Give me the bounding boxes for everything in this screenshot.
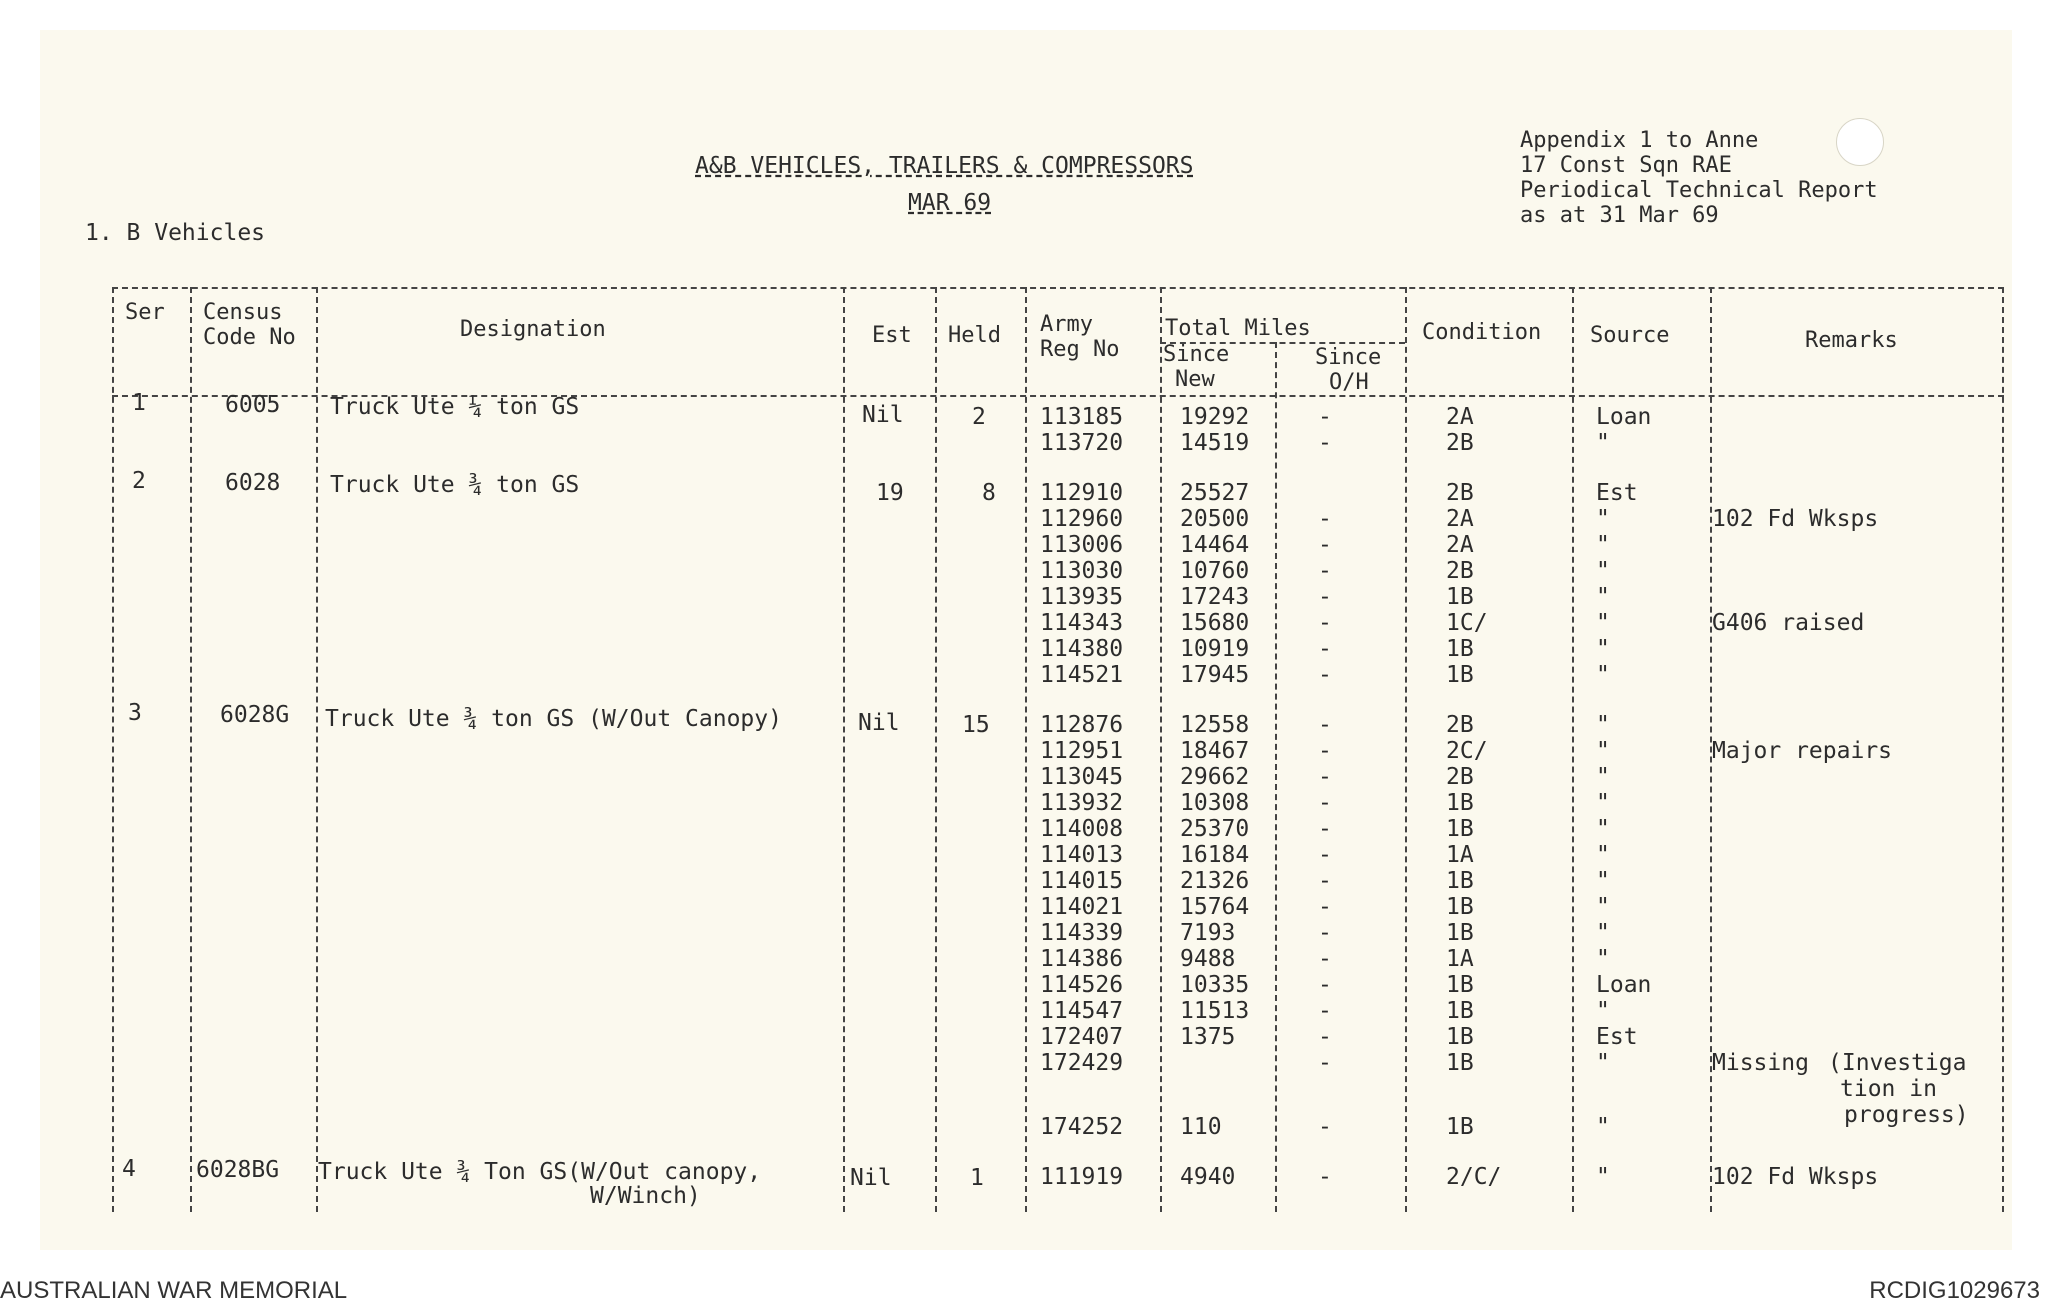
since-oh-cell: - xyxy=(1318,868,1332,894)
group-designation-line-2: W/Winch) xyxy=(590,1183,701,1209)
since-new-cell: 110 xyxy=(1180,1114,1222,1140)
source-cell: " xyxy=(1596,1164,1610,1190)
condition-cell: 2A xyxy=(1446,506,1474,532)
since-oh-cell: - xyxy=(1318,1164,1332,1190)
army-reg-cell: 114021 xyxy=(1040,894,1124,920)
source-cell: Loan xyxy=(1596,972,1652,998)
since-new-cell: 25527 xyxy=(1180,480,1250,506)
since-oh-cell: - xyxy=(1318,920,1332,946)
condition-cell: 1B xyxy=(1446,1024,1474,1050)
group-est: Nil xyxy=(858,710,900,736)
condition-cell: 1B xyxy=(1446,998,1474,1024)
appendix-line-3: Periodical Technical Report xyxy=(1520,178,1878,203)
since-new-cell: 19292 xyxy=(1180,404,1250,430)
since-oh-cell: - xyxy=(1318,636,1332,662)
condition-cell: 1A xyxy=(1446,842,1474,868)
remarks-cell: 102 Fd Wksps xyxy=(1712,506,1879,532)
appendix-line-2: 17 Const Sqn RAE xyxy=(1520,153,1732,178)
group-code: 6005 xyxy=(225,392,281,418)
source-cell: " xyxy=(1596,764,1610,790)
since-oh-cell: - xyxy=(1318,584,1332,610)
header-army-line-2: Reg No xyxy=(1040,337,1120,362)
remarks-cell: G406 raised xyxy=(1712,610,1865,636)
source-cell: " xyxy=(1596,946,1610,972)
header-designation: Designation xyxy=(460,317,606,342)
col-line xyxy=(1275,342,1277,1212)
col-line xyxy=(935,287,937,1212)
col-line xyxy=(112,287,114,1212)
group-designation-line-1: Truck Ute ¾ Ton GS(W/Out canopy, xyxy=(318,1159,762,1185)
group-code: 6028G xyxy=(220,702,290,728)
since-new-cell: 4940 xyxy=(1180,1164,1236,1190)
header-since-oh xyxy=(1315,345,1381,395)
since-new-cell: 14464 xyxy=(1180,532,1250,558)
since-oh-cell: - xyxy=(1318,790,1332,816)
condition-cell: 1B xyxy=(1446,584,1474,610)
source-cell: " xyxy=(1596,662,1610,688)
since-new-cell: 15680 xyxy=(1180,610,1250,636)
source-cell: " xyxy=(1596,1050,1610,1076)
group-held: 2 xyxy=(972,404,986,430)
header-since-oh-line-2: O/H xyxy=(1329,370,1369,395)
since-new-cell: 20500 xyxy=(1180,506,1250,532)
source-cell: " xyxy=(1596,584,1610,610)
condition-cell: 1B xyxy=(1446,1050,1474,1076)
header-source: Source xyxy=(1590,323,1670,348)
header-census-line-1: Census xyxy=(203,300,283,325)
header-army-line-1: Army xyxy=(1040,312,1093,337)
header-army-reg xyxy=(1040,312,1119,362)
table-top-border xyxy=(112,287,2004,289)
header-total-miles: Total Miles xyxy=(1165,316,1311,341)
since-oh-cell: - xyxy=(1318,1114,1332,1140)
since-new-cell: 16184 xyxy=(1180,842,1250,868)
since-new-cell: 18467 xyxy=(1180,738,1250,764)
army-reg-cell: 113030 xyxy=(1040,558,1124,584)
since-new-cell: 21326 xyxy=(1180,868,1250,894)
footer-credit: AUSTRALIAN WAR MEMORIAL xyxy=(0,1277,348,1304)
army-reg-cell: 114547 xyxy=(1040,998,1124,1024)
since-oh-cell: - xyxy=(1318,558,1332,584)
remarks-cell: Major repairs xyxy=(1712,738,1893,764)
since-new-cell: 12558 xyxy=(1180,712,1250,738)
source-cell: " xyxy=(1596,636,1610,662)
group-held: 15 xyxy=(962,712,990,738)
condition-cell: 2B xyxy=(1446,712,1474,738)
since-new-cell: 10308 xyxy=(1180,790,1250,816)
army-reg-cell: 174252 xyxy=(1040,1114,1124,1140)
source-cell: " xyxy=(1596,816,1610,842)
document-subtitle: MAR 69 xyxy=(908,190,992,216)
army-reg-cell: 112910 xyxy=(1040,480,1124,506)
since-oh-cell: - xyxy=(1318,662,1332,688)
group-ser: 3 xyxy=(128,700,142,726)
group-held: 1 xyxy=(970,1165,984,1191)
col-line xyxy=(2002,287,2004,1212)
condition-cell: 1B xyxy=(1446,1114,1474,1140)
header-ser: Ser xyxy=(125,300,165,325)
header-est: Est xyxy=(872,323,912,348)
condition-cell: 1C/ xyxy=(1446,610,1488,636)
source-cell: " xyxy=(1596,712,1610,738)
since-oh-cell: - xyxy=(1318,816,1332,842)
col-line xyxy=(1572,287,1574,1212)
army-reg-cell: 114013 xyxy=(1040,842,1124,868)
missing-note xyxy=(1828,1050,1969,1128)
col-line xyxy=(1025,287,1027,1212)
remarks-cell: Missing xyxy=(1712,1050,1809,1076)
army-reg-cell: 113935 xyxy=(1040,584,1124,610)
army-reg-cell: 114339 xyxy=(1040,920,1124,946)
since-new-cell: 29662 xyxy=(1180,764,1250,790)
header-since-new xyxy=(1163,342,1229,392)
source-cell: " xyxy=(1596,532,1610,558)
group-est: Nil xyxy=(850,1165,892,1191)
condition-cell: 2B xyxy=(1446,430,1474,456)
header-census-line-2: Code No xyxy=(203,325,296,350)
since-new-cell: 17945 xyxy=(1180,662,1250,688)
group-est: 19 xyxy=(876,480,904,506)
source-cell: " xyxy=(1596,1114,1610,1140)
since-oh-cell: - xyxy=(1318,764,1332,790)
since-oh-cell: - xyxy=(1318,894,1332,920)
header-since-oh-line-1: Since xyxy=(1315,345,1382,370)
since-oh-cell: - xyxy=(1318,712,1332,738)
army-reg-cell: 112951 xyxy=(1040,738,1124,764)
condition-cell: 2/C/ xyxy=(1446,1164,1502,1190)
condition-cell: 1A xyxy=(1446,946,1474,972)
condition-cell: 2C/ xyxy=(1446,738,1488,764)
source-cell: Est xyxy=(1596,480,1638,506)
source-cell: " xyxy=(1596,842,1610,868)
col-line xyxy=(1405,287,1407,1212)
source-cell: " xyxy=(1596,430,1610,456)
since-new-cell: 11513 xyxy=(1180,998,1250,1024)
source-cell: " xyxy=(1596,790,1610,816)
source-cell: Loan xyxy=(1596,404,1652,430)
col-line xyxy=(1160,287,1162,1212)
condition-cell: 1B xyxy=(1446,920,1474,946)
since-new-cell: 14519 xyxy=(1180,430,1250,456)
header-since-new-line-2: New xyxy=(1175,367,1215,392)
header-census xyxy=(203,300,296,350)
group-ser: 2 xyxy=(132,468,146,494)
appendix-reference xyxy=(1520,128,1878,228)
since-oh-cell: - xyxy=(1318,998,1332,1024)
since-new-cell: 9488 xyxy=(1180,946,1236,972)
source-cell: " xyxy=(1596,506,1610,532)
condition-cell: 2B xyxy=(1446,764,1474,790)
missing-note-line-3: progress) xyxy=(1844,1102,1969,1128)
since-oh-cell: - xyxy=(1318,842,1332,868)
col-line xyxy=(843,287,845,1212)
header-remarks: Remarks xyxy=(1805,328,1898,353)
since-oh-cell: - xyxy=(1318,972,1332,998)
army-reg-cell: 114521 xyxy=(1040,662,1124,688)
group-designation: Truck Ute ¾ ton GS xyxy=(330,472,580,498)
condition-cell: 2A xyxy=(1446,532,1474,558)
group-code: 6028 xyxy=(225,470,281,496)
army-reg-cell: 114015 xyxy=(1040,868,1124,894)
condition-cell: 1B xyxy=(1446,636,1474,662)
army-reg-cell: 111919 xyxy=(1040,1164,1124,1190)
since-oh-cell: - xyxy=(1318,946,1332,972)
source-cell: " xyxy=(1596,998,1610,1024)
source-cell: " xyxy=(1596,920,1610,946)
condition-cell: 2B xyxy=(1446,558,1474,584)
army-reg-cell: 114380 xyxy=(1040,636,1124,662)
source-cell: " xyxy=(1596,738,1610,764)
army-reg-cell: 114343 xyxy=(1040,610,1124,636)
since-oh-cell: - xyxy=(1318,506,1332,532)
missing-note-line-1: (Investiga xyxy=(1828,1050,1967,1076)
source-cell: " xyxy=(1596,868,1610,894)
source-cell: " xyxy=(1596,894,1610,920)
group-ser: 4 xyxy=(122,1156,136,1182)
army-reg-cell: 114386 xyxy=(1040,946,1124,972)
section-label: 1. B Vehicles xyxy=(85,220,266,246)
army-reg-cell: 112960 xyxy=(1040,506,1124,532)
army-reg-cell: 172429 xyxy=(1040,1050,1124,1076)
condition-cell: 1B xyxy=(1446,790,1474,816)
army-reg-cell: 113006 xyxy=(1040,532,1124,558)
group-code: 6028BG xyxy=(196,1157,280,1183)
army-reg-cell: 172407 xyxy=(1040,1024,1124,1050)
condition-cell: 1B xyxy=(1446,972,1474,998)
condition-cell: 2B xyxy=(1446,480,1474,506)
army-reg-cell: 114008 xyxy=(1040,816,1124,842)
footer-id: RCDIG1029673 xyxy=(1869,1277,2040,1304)
condition-cell: 1B xyxy=(1446,662,1474,688)
group-designation: Truck Ute ¼ ton GS xyxy=(330,394,580,420)
col-line xyxy=(190,287,192,1212)
group-held: 8 xyxy=(982,480,996,506)
since-new-cell: 17243 xyxy=(1180,584,1250,610)
appendix-line-4: as at 31 Mar 69 xyxy=(1520,203,1719,228)
condition-cell: 2A xyxy=(1446,404,1474,430)
army-reg-cell: 113720 xyxy=(1040,430,1124,456)
group-est: Nil xyxy=(862,402,904,428)
since-new-cell: 25370 xyxy=(1180,816,1250,842)
army-reg-cell: 113045 xyxy=(1040,764,1124,790)
header-held: Held xyxy=(948,323,1001,348)
condition-cell: 1B xyxy=(1446,816,1474,842)
appendix-line-1: Appendix 1 to Anne xyxy=(1520,128,1759,153)
document-title: A&B VEHICLES, TRAILERS & COMPRESSORS xyxy=(695,153,1194,179)
since-oh-cell: - xyxy=(1318,1024,1332,1050)
since-oh-cell: - xyxy=(1318,1050,1332,1076)
header-since-new-line-1: Since xyxy=(1163,342,1230,367)
since-new-cell: 10760 xyxy=(1180,558,1250,584)
since-new-cell: 1375 xyxy=(1180,1024,1236,1050)
remarks-cell: 102 Fd Wksps xyxy=(1712,1164,1879,1190)
header-condition: Condition xyxy=(1422,320,1542,345)
since-new-cell: 10919 xyxy=(1180,636,1250,662)
army-reg-cell: 113185 xyxy=(1040,404,1124,430)
army-reg-cell: 112876 xyxy=(1040,712,1124,738)
since-oh-cell: - xyxy=(1318,532,1332,558)
since-oh-cell: - xyxy=(1318,738,1332,764)
since-oh-cell: - xyxy=(1318,404,1332,430)
since-oh-cell: - xyxy=(1318,610,1332,636)
condition-cell: 1B xyxy=(1446,894,1474,920)
source-cell: " xyxy=(1596,558,1610,584)
since-new-cell: 7193 xyxy=(1180,920,1236,946)
missing-note-line-2: tion in xyxy=(1840,1076,1937,1102)
condition-cell: 1B xyxy=(1446,868,1474,894)
group-designation: Truck Ute ¾ ton GS (W/Out Canopy) xyxy=(325,706,782,732)
since-new-cell: 10335 xyxy=(1180,972,1250,998)
group-ser: 1 xyxy=(132,390,146,416)
group-designation xyxy=(318,1160,761,1208)
army-reg-cell: 113932 xyxy=(1040,790,1124,816)
source-cell: Est xyxy=(1596,1024,1638,1050)
since-new-cell: 15764 xyxy=(1180,894,1250,920)
source-cell: " xyxy=(1596,610,1610,636)
col-line xyxy=(316,287,318,1212)
since-oh-cell: - xyxy=(1318,430,1332,456)
army-reg-cell: 114526 xyxy=(1040,972,1124,998)
